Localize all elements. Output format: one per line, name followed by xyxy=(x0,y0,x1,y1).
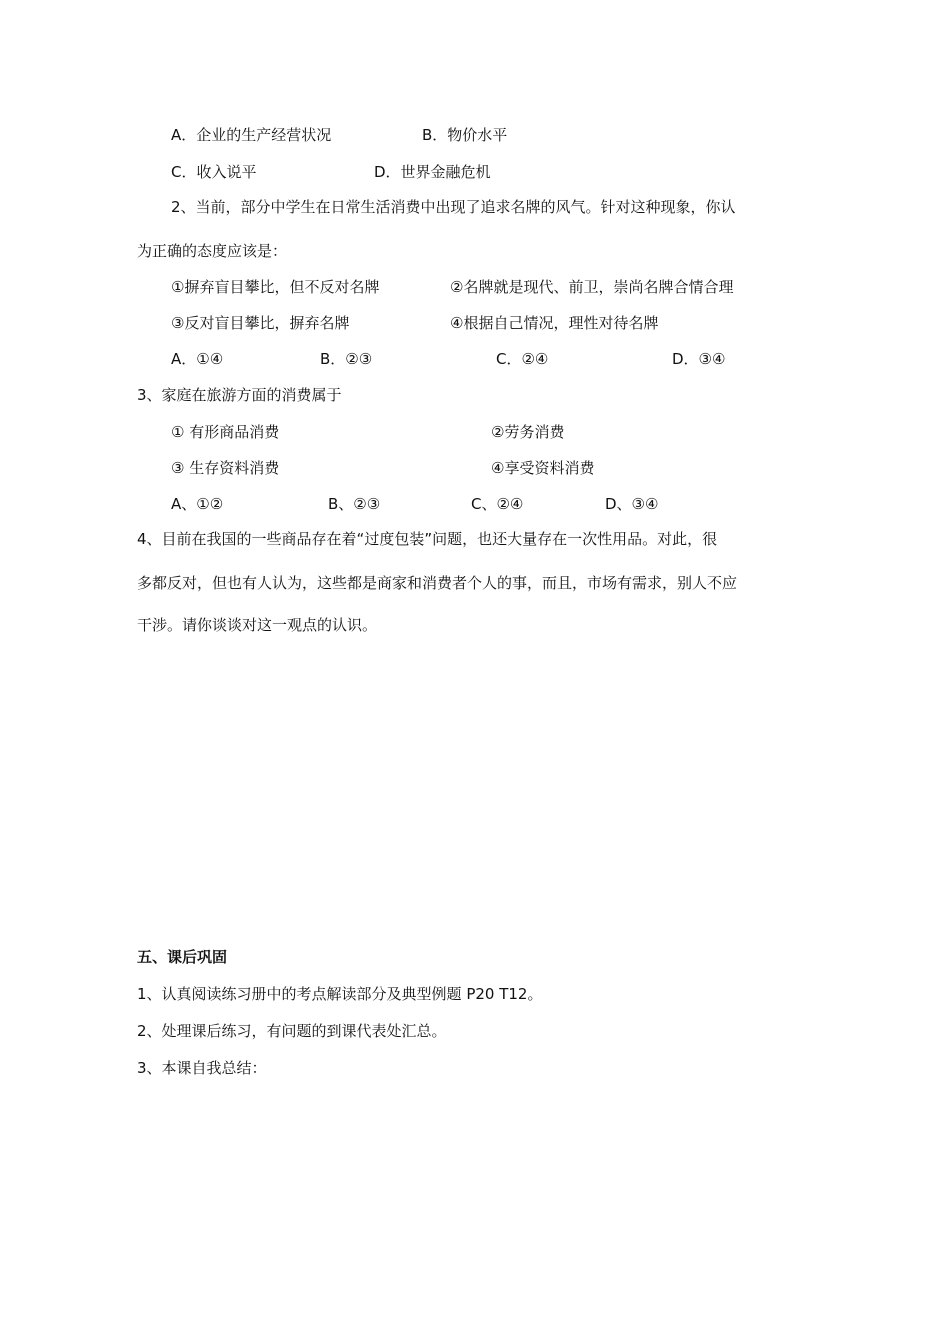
q2-option-d: D．③④ xyxy=(672,350,726,368)
q2-option-c: C．②④ xyxy=(496,350,549,368)
q2-item-2: ②名牌就是现代、前卫，崇尚名牌合情合理 xyxy=(450,278,734,296)
q2-stem-line2: 为正确的态度应该是： xyxy=(137,242,288,260)
q3-stem: 3、家庭在旅游方面的消费属于 xyxy=(137,386,342,404)
q3-item-4: ④享受资料消费 xyxy=(491,459,595,477)
q1-option-a: A．企业的生产经营状况 xyxy=(171,126,332,144)
q2-stem-line1: 2、当前，部分中学生在日常生活消费中出现了追求名牌的风气。针对这种现象，你认 xyxy=(171,198,736,216)
section-5-item-3: 3、本课自我总结： xyxy=(137,1059,267,1077)
q3-item-3: ③ 生存资料消费 xyxy=(171,459,280,477)
section-5-item-1: 1、认真阅读练习册中的考点解读部分及典型例题 P20 T12。 xyxy=(137,985,543,1003)
q1-option-b: B．物价水平 xyxy=(422,126,508,144)
q2-item-1: ①摒弃盲目攀比，但不反对名牌 xyxy=(171,278,380,296)
q2-item-3: ③反对盲目攀比，摒弃名牌 xyxy=(171,314,350,332)
q4-line1: 4、目前在我国的一些商品存在着“过度包装”问题，也还大量存在一次性用品。对此，很 xyxy=(137,530,718,548)
q1-option-d: D．世界金融危机 xyxy=(374,163,491,181)
section-5-heading: 五、课后巩固 xyxy=(137,948,228,966)
q2-option-b: B．②③ xyxy=(320,350,373,368)
q3-item-2: ②劳务消费 xyxy=(491,423,565,441)
section-5-item-2: 2、处理课后练习，有问题的到课代表处汇总。 xyxy=(137,1022,447,1040)
q3-item-1: ① 有形商品消费 xyxy=(171,423,280,441)
q2-item-4: ④根据自己情况，理性对待名牌 xyxy=(450,314,659,332)
q1-option-c: C．收入说平 xyxy=(171,163,257,181)
q4-line3: 干涉。请你谈谈对这一观点的认识。 xyxy=(137,616,378,634)
q2-option-a: A．①④ xyxy=(171,350,224,368)
q3-option-b: B、②③ xyxy=(328,495,381,513)
q4-line2: 多都反对，但也有人认为，这些都是商家和消费者个人的事，而且，市场有需求，别人不应 xyxy=(137,574,738,592)
q3-option-a: A、①② xyxy=(171,495,224,513)
q3-option-c: C、②④ xyxy=(471,495,524,513)
q3-option-d: D、③④ xyxy=(605,495,659,513)
